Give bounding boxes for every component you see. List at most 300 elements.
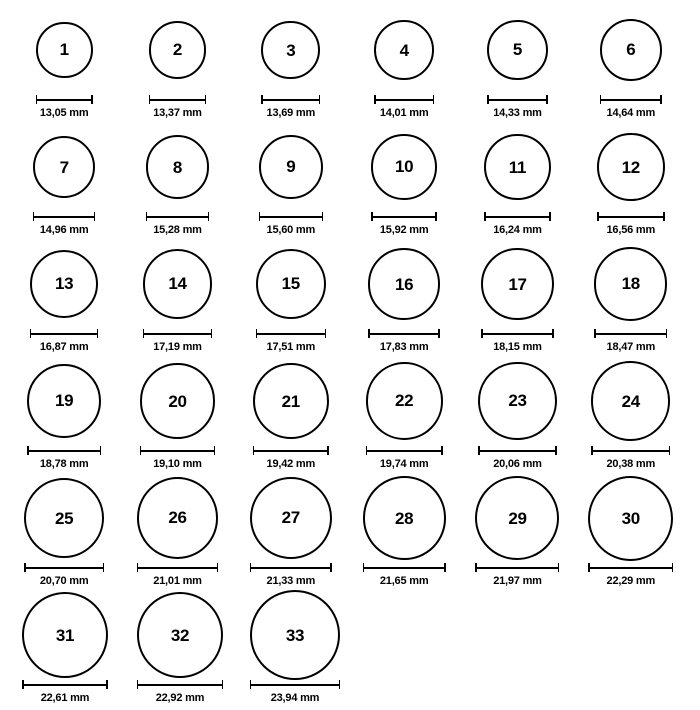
dimension-cap-right (546, 95, 548, 104)
ring-diameter-label: 17,51 mm (266, 341, 316, 353)
dimension-cap-left (250, 563, 252, 572)
ring-size-cell[interactable] (350, 476, 458, 587)
dimension-line (259, 216, 324, 218)
ring-circle[interactable] (143, 249, 212, 318)
ring-size-number: 14 (168, 274, 187, 294)
ring-diameter-label: 15,28 mm (153, 224, 202, 236)
dimension-cap-right (433, 95, 435, 104)
ring-size-cell[interactable] (237, 476, 345, 587)
dimension-line (250, 567, 332, 569)
dimension-line (261, 99, 320, 101)
measure-group (475, 563, 559, 587)
ring-circle-wrapper (481, 242, 553, 326)
measure-group (594, 329, 667, 353)
ring-diameter-label: 22,61 mm (40, 692, 90, 704)
dimension-bar-icon (137, 563, 218, 572)
dimension-line (374, 99, 434, 101)
ring-diameter-label: 19,10 mm (153, 458, 202, 470)
dimension-line (366, 450, 443, 452)
ring-size-cell[interactable] (350, 8, 458, 119)
ring-circle[interactable] (137, 477, 218, 558)
ring-size-cell[interactable] (240, 593, 350, 704)
dimension-bar-icon (30, 329, 98, 338)
ring-size-cell[interactable] (577, 8, 685, 119)
measure-group (363, 563, 446, 587)
ring-circle-wrapper (146, 125, 210, 209)
ring-size-number: 12 (621, 157, 640, 177)
ring-circle-wrapper (143, 242, 212, 326)
dimension-cap-right (435, 212, 437, 221)
ring-diameter-label: 21,01 mm (153, 575, 202, 587)
ring-size-number: 7 (59, 157, 69, 177)
ring-size-number: 33 (285, 625, 305, 645)
dimension-bar-icon (487, 95, 548, 104)
ring-size-cell[interactable] (577, 359, 685, 470)
ring-circle-wrapper (137, 593, 224, 677)
ring-diameter-label: 15,60 mm (266, 224, 316, 236)
ring-circle[interactable] (253, 363, 329, 439)
ring-circle-wrapper (22, 593, 108, 677)
dimension-bar-icon (149, 95, 207, 104)
dimension-bar-icon (259, 212, 324, 221)
ring-diameter-label: 15,92 mm (379, 224, 429, 236)
measure-group (368, 329, 439, 353)
ring-circle-wrapper (27, 359, 101, 443)
ring-size-number: 17 (508, 274, 527, 294)
ring-size-number: 27 (281, 508, 300, 528)
dimension-cap-left (368, 329, 370, 338)
ring-size-cell[interactable] (10, 125, 118, 236)
ring-size-number: 11 (508, 157, 527, 177)
ring-size-number: 24 (621, 391, 640, 411)
dimension-line (371, 216, 437, 218)
ring-diameter-label: 16,87 mm (39, 341, 89, 353)
dimension-cap-right (552, 329, 554, 338)
ring-size-number: 19 (55, 391, 74, 411)
ring-diameter-label: 20,38 mm (606, 458, 656, 470)
ring-size-cell[interactable] (123, 359, 231, 470)
dimension-cap-left (137, 563, 139, 572)
ring-size-cell[interactable] (123, 125, 231, 236)
dimension-cap-right (672, 563, 674, 572)
ring-diameter-label: 13,05 mm (39, 107, 89, 119)
dimension-cap-left (261, 95, 263, 104)
ring-circle-wrapper (259, 125, 324, 209)
ring-size-number: 2 (172, 40, 183, 60)
ring-circle-wrapper (366, 359, 443, 443)
dimension-cap-right (444, 563, 446, 572)
ring-size-cell[interactable] (10, 593, 120, 704)
ring-circle-wrapper (597, 125, 665, 209)
ring-size-cell[interactable] (350, 359, 458, 470)
dimension-line (368, 333, 439, 335)
dimension-cap-left (146, 212, 148, 221)
dimension-cap-right (441, 446, 443, 455)
ring-circle[interactable] (27, 364, 101, 438)
dimension-bar-icon (478, 446, 556, 455)
dimension-cap-left (33, 212, 35, 221)
dimension-line (250, 684, 340, 686)
ring-size-number: 26 (168, 508, 187, 528)
dimension-cap-right (558, 563, 560, 572)
dimension-cap-left (253, 446, 255, 455)
dimension-line (143, 333, 212, 335)
dimension-bar-icon (27, 446, 101, 455)
ring-circle[interactable] (250, 477, 332, 559)
ring-size-row (10, 359, 690, 476)
ring-size-number: 30 (621, 508, 640, 528)
dimension-bar-icon (366, 446, 443, 455)
dimension-bar-icon (137, 680, 224, 689)
dimension-bar-icon (588, 563, 673, 572)
ring-diameter-label: 19,74 mm (379, 458, 429, 470)
ring-circle-wrapper (475, 476, 559, 560)
dimension-cap-right (97, 329, 99, 338)
ring-circle[interactable] (250, 590, 340, 680)
ring-circle[interactable] (594, 247, 667, 320)
dimension-bar-icon (368, 329, 439, 338)
dimension-line (588, 567, 673, 569)
ring-diameter-label: 21,33 mm (266, 575, 316, 587)
measure-group (137, 680, 224, 704)
ring-size-cell[interactable] (463, 8, 571, 119)
ring-size-row (10, 242, 690, 359)
ring-circle[interactable] (368, 248, 439, 319)
dimension-line (36, 99, 93, 101)
ring-circle-wrapper (24, 476, 104, 560)
ring-circle-wrapper (478, 359, 556, 443)
ring-size-number: 16 (394, 274, 414, 294)
dimension-cap-right (325, 329, 327, 338)
ring-circle[interactable] (597, 133, 665, 201)
ring-size-cell[interactable] (10, 359, 118, 470)
ring-size-cell[interactable] (237, 8, 345, 119)
ring-size-cell[interactable] (577, 476, 685, 587)
dimension-bar-icon (36, 95, 93, 104)
ring-circle[interactable] (137, 592, 224, 679)
ring-circle[interactable] (600, 19, 662, 81)
ring-circle[interactable] (475, 476, 559, 560)
ring-circle[interactable] (36, 22, 93, 79)
ring-size-cell[interactable] (237, 359, 345, 470)
ring-circle-wrapper (374, 8, 434, 92)
dimension-bar-icon (33, 212, 96, 221)
ring-size-cell[interactable] (10, 242, 118, 353)
measure-group (149, 95, 207, 119)
dimension-cap-left (259, 212, 261, 221)
dimension-cap-right (94, 212, 96, 221)
dimension-cap-right (322, 212, 324, 221)
dimension-cap-right (208, 212, 210, 221)
dimension-line (481, 333, 553, 335)
ring-circle[interactable] (259, 135, 324, 200)
ring-circle-wrapper (256, 242, 326, 326)
ring-size-cell[interactable] (463, 242, 571, 353)
ring-size-cell[interactable] (123, 242, 231, 353)
measure-group (374, 95, 434, 119)
measure-group (143, 329, 212, 353)
ring-size-cell[interactable] (237, 125, 345, 236)
ring-circle[interactable] (371, 134, 437, 200)
ring-diameter-label: 22,29 mm (606, 575, 656, 587)
ring-size-number: 8 (172, 157, 183, 177)
ring-circle[interactable] (22, 592, 108, 678)
dimension-cap-left (600, 95, 602, 104)
dimension-line (363, 567, 446, 569)
ring-size-row (10, 593, 690, 710)
ring-circle[interactable] (374, 20, 434, 80)
dimension-line (27, 450, 101, 452)
dimension-cap-left (484, 212, 486, 221)
ring-diameter-label: 16,56 mm (606, 224, 656, 236)
dimension-bar-icon (475, 563, 559, 572)
dimension-cap-left (149, 95, 151, 104)
ring-diameter-label: 19,42 mm (266, 458, 316, 470)
measure-group (481, 329, 553, 353)
dimension-cap-left (36, 95, 38, 104)
ring-size-cell[interactable] (237, 242, 345, 353)
dimension-bar-icon (594, 329, 667, 338)
measure-group (30, 329, 98, 353)
measure-group (256, 329, 326, 353)
dimension-cap-left (137, 680, 139, 689)
ring-size-cell[interactable] (10, 8, 118, 119)
ring-circle[interactable] (591, 361, 670, 440)
ring-circle[interactable] (478, 362, 556, 440)
ring-size-cell[interactable] (10, 476, 118, 587)
ring-size-number: 32 (170, 625, 190, 645)
ring-size-row (10, 125, 690, 242)
ring-circle-wrapper (487, 8, 548, 92)
ring-circle-wrapper (253, 359, 329, 443)
dimension-bar-icon (256, 329, 326, 338)
ring-size-number: 4 (399, 40, 409, 60)
ring-circle[interactable] (140, 363, 215, 438)
dimension-cap-right (555, 446, 557, 455)
dimension-cap-left (487, 95, 489, 104)
dimension-cap-left (140, 446, 142, 455)
measure-group (261, 95, 320, 119)
ring-size-number: 5 (512, 40, 523, 60)
dimension-cap-left (143, 329, 145, 338)
dimension-bar-icon (24, 563, 104, 572)
ring-diameter-label: 17,83 mm (379, 341, 429, 353)
dimension-cap-left (481, 329, 483, 338)
ring-size-row (10, 476, 690, 593)
dimension-bar-icon (143, 329, 212, 338)
ring-circle[interactable] (149, 21, 207, 79)
ring-circle[interactable] (33, 136, 96, 199)
dimension-line (253, 450, 329, 452)
dimension-line (478, 450, 556, 452)
dimension-cap-left (30, 329, 32, 338)
ring-circle[interactable] (484, 134, 551, 201)
dimension-bar-icon (481, 329, 553, 338)
ring-circle-wrapper (33, 125, 96, 209)
ring-circle[interactable] (588, 476, 673, 561)
ring-diameter-label: 14,64 mm (606, 107, 656, 119)
dimension-bar-icon (600, 95, 662, 104)
dimension-cap-left (591, 446, 593, 455)
dimension-cap-right (663, 212, 665, 221)
ring-circle-wrapper (588, 476, 673, 560)
ring-size-number: 31 (55, 625, 75, 645)
ring-circle[interactable] (256, 249, 326, 319)
ring-size-cell[interactable] (350, 125, 458, 236)
measure-group (484, 212, 551, 236)
dimension-cap-right (319, 95, 321, 104)
ring-size-cell[interactable] (463, 125, 571, 236)
ring-circle-wrapper (371, 125, 437, 209)
measure-group (27, 446, 101, 470)
dimension-line (600, 99, 662, 101)
ring-circle-wrapper (36, 8, 93, 92)
ring-diameter-label: 20,70 mm (39, 575, 89, 587)
ring-size-cell[interactable] (125, 593, 235, 704)
dimension-cap-left (27, 446, 29, 455)
dimension-line (30, 333, 98, 335)
dimension-cap-right (660, 95, 662, 104)
ring-circle[interactable] (481, 248, 553, 320)
measure-group (478, 446, 556, 470)
dimension-cap-right (100, 446, 102, 455)
ring-size-number: 18 (621, 274, 640, 294)
measure-group (366, 446, 443, 470)
dimension-cap-left (478, 446, 480, 455)
ring-diameter-label: 18,15 mm (493, 341, 542, 353)
measure-group (259, 212, 324, 236)
ring-circle-wrapper (250, 476, 332, 560)
ring-circle[interactable] (487, 20, 548, 81)
ring-diameter-label: 13,69 mm (266, 107, 316, 119)
dimension-cap-right (549, 212, 551, 221)
dimension-cap-left (374, 95, 376, 104)
ring-diameter-label: 16,24 mm (493, 224, 542, 236)
dimension-cap-right (106, 680, 108, 689)
ring-size-cell[interactable] (463, 476, 571, 587)
ring-circle[interactable] (146, 135, 210, 199)
ring-size-cell[interactable] (123, 476, 231, 587)
ring-circle-wrapper (250, 593, 340, 677)
ring-diameter-label: 17,19 mm (153, 341, 202, 353)
ring-diameter-label: 22,92 mm (155, 692, 205, 704)
measure-group (24, 563, 104, 587)
measure-group (487, 95, 548, 119)
ring-circle-wrapper (484, 125, 551, 209)
dimension-cap-left (588, 563, 590, 572)
ring-circle-wrapper (149, 8, 207, 92)
ring-circle-wrapper (30, 242, 98, 326)
ring-size-number: 28 (394, 508, 414, 528)
ring-size-number: 22 (394, 391, 414, 411)
dimension-bar-icon (146, 212, 210, 221)
dimension-cap-right (91, 95, 93, 104)
ring-size-number: 6 (626, 40, 636, 60)
ring-size-cell[interactable] (463, 359, 571, 470)
dimension-bar-icon (253, 446, 329, 455)
measure-group (600, 95, 662, 119)
dimension-cap-left (366, 446, 368, 455)
dimension-cap-right (330, 563, 332, 572)
ring-diameter-label: 21,65 mm (379, 575, 429, 587)
ring-circle-wrapper (363, 476, 446, 560)
dimension-cap-right (103, 563, 105, 572)
dimension-bar-icon (250, 680, 340, 689)
measure-group (22, 680, 108, 704)
ring-size-number: 1 (59, 40, 69, 60)
measure-group (588, 563, 673, 587)
measure-group (36, 95, 93, 119)
ring-size-number: 15 (281, 274, 300, 294)
dimension-cap-left (597, 212, 599, 221)
ring-circle-wrapper (140, 359, 215, 443)
dimension-line (146, 216, 210, 218)
dimension-cap-right (669, 446, 671, 455)
dimension-bar-icon (250, 563, 332, 572)
dimension-cap-right (217, 563, 219, 572)
ring-circle[interactable] (24, 478, 104, 558)
dimension-cap-right (211, 329, 213, 338)
ring-circle-wrapper (600, 8, 662, 92)
dimension-cap-right (339, 680, 341, 689)
dimension-bar-icon (374, 95, 434, 104)
measure-group (250, 563, 332, 587)
dimension-line (256, 333, 326, 335)
ring-size-number: 20 (168, 391, 187, 411)
ring-size-row (10, 8, 690, 125)
ring-circle-wrapper (591, 359, 670, 443)
dimension-cap-left (363, 563, 365, 572)
dimension-line (33, 216, 96, 218)
ring-circle[interactable] (366, 362, 443, 439)
measure-group (591, 446, 670, 470)
dimension-cap-left (22, 680, 24, 689)
dimension-line (475, 567, 559, 569)
dimension-line (137, 567, 218, 569)
ring-diameter-label: 14,96 mm (39, 224, 89, 236)
dimension-cap-left (475, 563, 477, 572)
dimension-bar-icon (371, 212, 437, 221)
ring-size-cell[interactable] (577, 125, 685, 236)
dimension-bar-icon (140, 446, 215, 455)
measure-group (253, 446, 329, 470)
dimension-cap-right (438, 329, 440, 338)
ring-size-cell[interactable] (577, 242, 685, 353)
ring-size-number: 13 (55, 274, 74, 294)
ring-size-number: 10 (394, 157, 414, 177)
measure-group (597, 212, 665, 236)
dimension-cap-right (222, 680, 224, 689)
ring-circle[interactable] (363, 476, 446, 559)
dimension-line (137, 684, 224, 686)
dimension-bar-icon (591, 446, 670, 455)
measure-group (250, 680, 340, 704)
dimension-cap-left (24, 563, 26, 572)
ring-circle[interactable] (261, 21, 320, 80)
ring-diameter-label: 20,06 mm (493, 458, 542, 470)
ring-circle-wrapper (594, 242, 667, 326)
ring-circle[interactable] (30, 250, 98, 318)
dimension-line (594, 333, 667, 335)
ring-size-cell[interactable] (350, 242, 458, 353)
ring-size-cell[interactable] (123, 8, 231, 119)
dimension-cap-right (214, 446, 216, 455)
ring-circle-wrapper (137, 476, 218, 560)
dimension-line (140, 450, 215, 452)
dimension-bar-icon (484, 212, 551, 221)
ring-diameter-label: 14,33 mm (493, 107, 542, 119)
dimension-bar-icon (22, 680, 108, 689)
